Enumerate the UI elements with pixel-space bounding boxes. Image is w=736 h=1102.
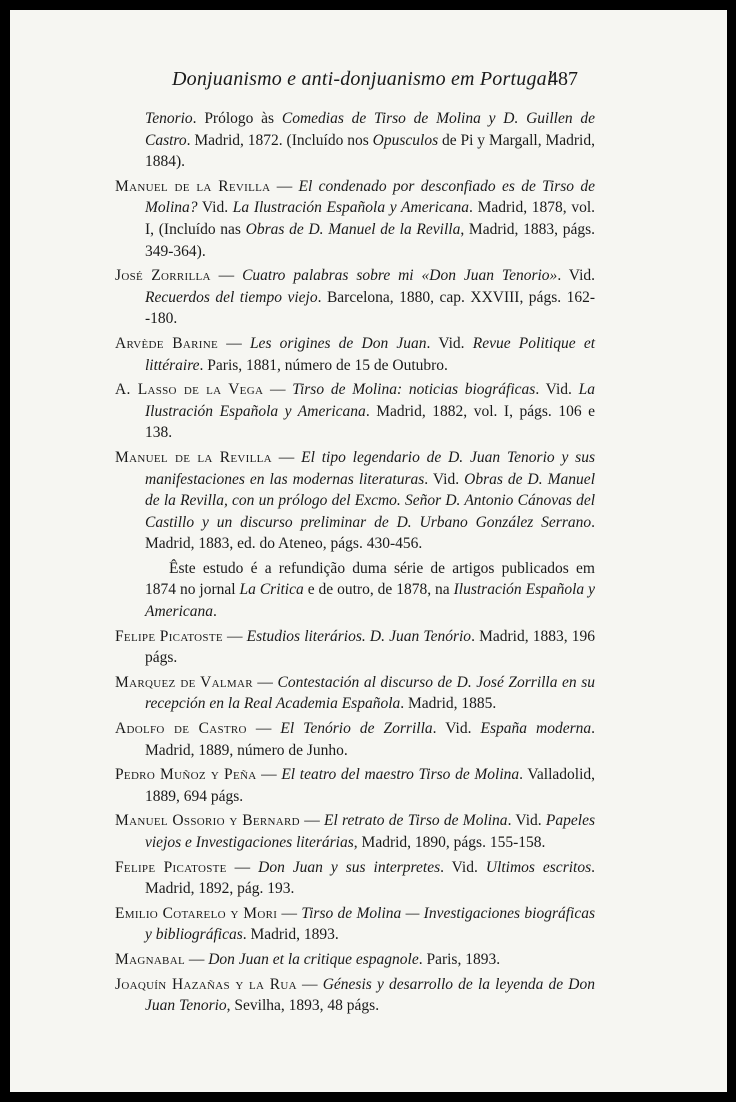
bibliography-entry — [115, 949, 595, 971]
entry-text: , Madrid, 1890, págs. 155-158. — [353, 834, 546, 851]
entry-text: . Madrid, 1883, 196 págs. — [145, 627, 595, 667]
entry-author: A. Lasso de la Vega — [115, 381, 264, 399]
entry-title-text: Papeles viejos e Investigaciones literárias — [145, 812, 595, 851]
entry-text: . Madrid, 1889, número de Junho. — [145, 720, 595, 759]
entry-title-text: Revue Politique et littéraire — [145, 334, 596, 374]
entry-text: . Prólogo às — [192, 110, 282, 127]
entry-text: . — [213, 603, 217, 621]
entry-title-text: El teatro del maestro Tirso de Molina — [281, 766, 520, 784]
entry-text: . Madrid, 1878, vol. I, (Incluído nas — [145, 199, 595, 238]
entry-title-text: Ultimos escritos — [485, 858, 592, 876]
entry-text: Êste estudo é a refundição duma série de artigos publicados em 1874 no jornal — [145, 559, 595, 599]
entry-text: . Madrid, 1883, ed. do Ateneo, págs. 430-456. — [145, 513, 595, 553]
bibliography-entry — [115, 903, 595, 946]
entry-text: de Pi y Margall, Madrid, 1884). — [145, 131, 595, 171]
bibliography-entry — [115, 333, 595, 376]
entry-title-text: España moderna — [480, 720, 592, 738]
entry-text: . Vid. — [432, 720, 481, 738]
book-page — [10, 10, 727, 1092]
entry-text: . Vid. — [507, 812, 546, 830]
bibliography-entry — [115, 379, 595, 444]
bibliography-entry — [115, 626, 595, 669]
entry-title-text: El Tenório de Zorrilla — [280, 720, 433, 738]
entry-text: — — [296, 975, 323, 993]
entry-text: — — [252, 673, 278, 691]
running-title: Donjuanismo e anti-donjuanismo em Portugal — [172, 68, 553, 90]
entry-title-text: Cuatro palabras sobre mi «Don Juan Tenorio» — [242, 267, 558, 285]
entry-author: Marquez de Valmar — [115, 673, 253, 691]
entry-text: , Sevilha, 1893, 48 págs. — [226, 997, 380, 1015]
entry-title-text: La Critica — [239, 581, 304, 599]
entry-title-text: Comedias de Tirso de Molina y D. Guillen de Castro — [145, 110, 595, 149]
entry-text: e de outro, de 1878, na — [303, 581, 454, 599]
entry-author: Manuel Ossorio y Bernard — [115, 812, 300, 830]
entry-title-text: Tirso de Molina — Investigaciones biográficas y bibliográficas — [145, 904, 596, 944]
entry-text: . Madrid, 1882, vol. I, págs. 106 e 138. — [145, 402, 595, 442]
entry-text: — — [299, 812, 324, 830]
entry-author: Pedro Muñoz y Peña — [115, 766, 257, 784]
entry-title-text: Don Juan et la critique espagnole — [208, 950, 419, 968]
entry-title-text: Les origines de Don Juan — [249, 334, 427, 352]
page-number: 487 — [548, 68, 578, 90]
entry-author: Arvède Barine — [115, 334, 219, 352]
entry-text: . Paris, 1893. — [418, 950, 501, 968]
entry-title-text: El tipo legendario de D. Juan Tenorio y sus manifestaciones en las modernas literaturas — [145, 448, 596, 488]
bibliography-entry — [115, 176, 595, 262]
entry-title-text: Tenorio — [145, 110, 193, 127]
entry-text: — — [210, 267, 243, 285]
entry-text: — — [270, 177, 299, 195]
entry-text: — — [218, 334, 250, 352]
entry-text: . Madrid, 1885. — [400, 695, 497, 713]
entry-text: . Vid. — [424, 470, 465, 488]
entry-text: . Paris, 1881, número de 15 de Outubro. — [199, 356, 448, 374]
entry-author: Felipe Picatoste — [115, 627, 223, 645]
entry-title-text: El condenado por desconfiado es de Tirso de Molina? — [145, 177, 595, 217]
entry-author: Adolfo de Castro — [115, 720, 247, 738]
entry-text: . Madrid, 1892, pág. 193. — [145, 858, 595, 898]
entry-title-text: Obras de D. Manuel de la Revilla — [245, 220, 461, 238]
entry-author: Manuel de la Revilla — [115, 448, 272, 466]
entry-text: — — [263, 381, 293, 399]
bibliography-entry — [115, 447, 595, 555]
entry-title-text: Génesis y desarrollo de la leyenda de Don Juan Tenorio — [145, 975, 596, 1015]
entry-title-text: Obras de D. Manuel de la Revilla, con un prólogo del Excmo. Señor D. Antonio Cánovas del Castillo y un discurso preliminar de D. Urbano González Serrano — [145, 470, 595, 531]
entry-text: . Vid. — [426, 334, 473, 352]
bibliography-entry — [115, 857, 595, 900]
entry-title-text: Contestación al discurso de D. José Zorrilla en su recepción en la Real Academia Española — [145, 673, 595, 713]
entry-author: José Zorrilla — [115, 267, 211, 285]
entry-text: . Barcelona, 1880, cap. XXVIII, págs. 162--180. — [145, 288, 595, 328]
bibliography-entry — [115, 672, 595, 715]
bibliography-entry — [115, 718, 595, 761]
entry-text: — — [271, 448, 302, 466]
entry-title-text: La Ilustración Española y Americana — [232, 199, 470, 217]
bibliography-list — [115, 108, 595, 1020]
entry-text: , Madrid, 1883, págs. 349-364). — [145, 220, 596, 260]
bibliography-note — [115, 558, 595, 623]
bibliography-entry — [115, 974, 595, 1017]
entry-text: — — [246, 720, 281, 738]
entry-author: Manuel de la Revilla — [115, 177, 271, 195]
page-header — [10, 68, 727, 98]
entry-text: . Madrid, 1893. — [242, 926, 339, 944]
entry-author: Joaquín Hazañas y la Rua — [115, 975, 297, 993]
entry-text: Vid. — [197, 199, 233, 217]
entry-title-text: La Ilustración Española y Americana — [145, 381, 595, 420]
entry-title-text: Don Juan y sus interpretes — [258, 858, 441, 876]
entry-title-text: Opusculos — [372, 131, 439, 149]
bibliography-entry — [115, 764, 595, 807]
entry-author: Emilio Cotarelo y Mori — [115, 904, 278, 922]
entry-text: — — [256, 766, 282, 784]
entry-author: Magnabal — [115, 950, 185, 968]
entry-title-text: Ilustración Española y Americana — [145, 581, 595, 621]
bibliography-entry — [115, 265, 595, 330]
entry-text: . Vid. — [557, 267, 596, 285]
entry-author: Felipe Picatoste — [115, 858, 227, 876]
entry-text: . Vid. — [440, 858, 486, 876]
entry-text: — — [277, 904, 302, 922]
bibliography-entry — [115, 108, 595, 173]
entry-title-text: El retrato de Tirso de Molina — [323, 812, 508, 830]
entry-title-text: Estudios literários. D. Juan Tenório — [246, 627, 472, 645]
entry-text: . Valladolid, 1889, 694 págs. — [145, 766, 596, 805]
bibliography-entry — [115, 810, 595, 853]
entry-text: . Madrid, 1872. (Incluído nos — [186, 131, 373, 149]
entry-title-text: Recuerdos del tiempo viejo — [145, 288, 318, 306]
entry-title-text: Tirso de Molina: noticias biográficas — [292, 381, 536, 399]
entry-text: . Vid. — [535, 381, 579, 399]
entry-text: — — [222, 627, 247, 645]
entry-text: — — [184, 950, 209, 968]
entry-text: — — [226, 858, 259, 876]
